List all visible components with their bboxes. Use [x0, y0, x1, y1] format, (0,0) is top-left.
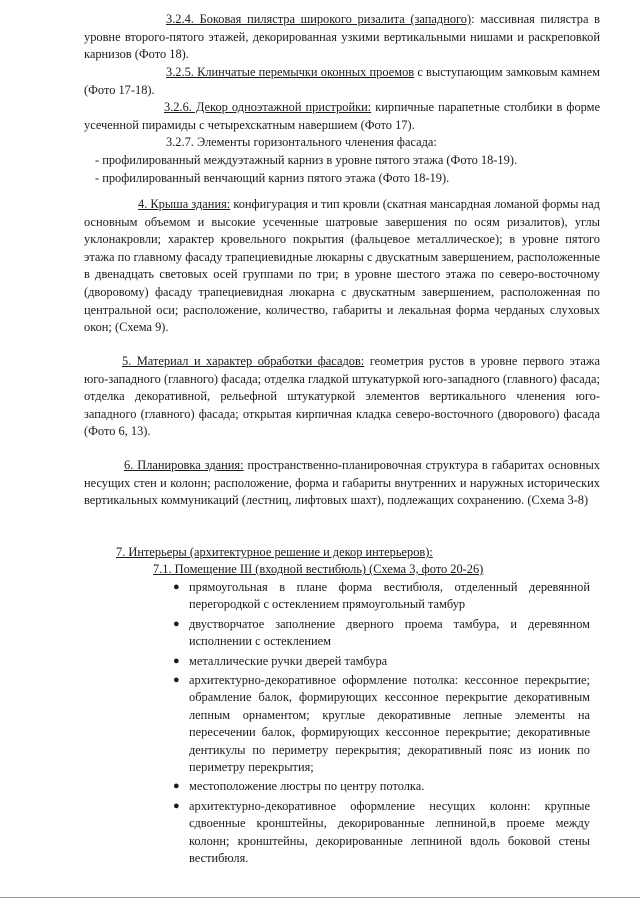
section-3-2-4-title: 3.2.4. Боковая пилястра широкого ризалита (западного): [166, 12, 472, 26]
section-4-title: 4. Крыша здания:: [138, 197, 231, 211]
section-3-2-6: [84, 99, 600, 134]
section-3-2-7-item-2: - профилированный венчающий карниз пятого этажа (Фото 18-19).: [95, 171, 450, 185]
section-6-title: 6. Планировка здания:: [124, 458, 244, 472]
section-7-1-text: 7.1. Помещение III (входной вестибюль) (Схема 3, фото 20-26): [153, 562, 484, 576]
list-item-text: двустворчатое заполнение дверного проема тамбура, и деревянном исполнении с остеклением: [189, 616, 590, 649]
section-3-2-7-title: 3.2.7. Элементы горизонтального членения фасада:: [166, 135, 437, 149]
section-6-layout: [84, 457, 600, 510]
bullet-icon: ●: [173, 780, 180, 793]
page-bottom-edge: [0, 897, 640, 898]
list-item-text: металлические ручки дверей тамбура: [189, 653, 388, 668]
list-item: [170, 653, 590, 670]
vestibule-features-list: [170, 579, 590, 870]
section-5-materials: [84, 353, 600, 441]
list-item: [170, 672, 590, 776]
bullet-icon: ●: [173, 799, 180, 812]
list-item: [170, 778, 590, 795]
list-item-text: местоположение люстры по центру потолка.: [189, 779, 425, 794]
section-6-text: пространственно-планировочная структура в габаритах основных несущих стен и колонн; расположение, форма и габариты внутренних и наружных исторических вертикальных коммуникаций (лестниц, лифтовых шахт), подлежащих сохранению. (Схема 3-8): [84, 458, 600, 508]
section-7-title: 7. Интерьеры (архитектурное решение и декор интерьеров):: [116, 545, 433, 559]
section-3-2-5-text: с выступающим замковым камнем (Фото 17-18).: [84, 65, 600, 97]
section-4-text: конфигурация и тип кровли (скатная мансардная ломаной формы над основным объемом и высокие усеченные шатровые завершения по осям ризалитов), углы уклонакровли; характер кровельного покрытия (фальцевое металлическое); в уровне пятого этажа по главному фасаду трапециевидные люкарны с двускатным завершением, расположенные в двенадцать световых осей группами по три; в уровне шестого этажа по северо-восточному (дворовому) фасаду трапециевидная люкарна с двускатным завершением, расположенная по центральной оси; расположение, количество, габариты и лекальная форма черданых слуховых окон; (Схема 9).: [84, 197, 600, 335]
list-item: [170, 616, 590, 651]
list-item-text: архитектурно-декоративное оформление потолка: кессонное перекрытие; обрамление балок, формирующих кессонное перекрытие декоративным лепным орнаментом; круглые декоративные лепные элементы на пересечении балок, формирующих кессонное перекрытие; декоративные дентикулы по периметру перекрытия; декоративный пояс из ионик по периметру перекрытия;: [189, 673, 590, 775]
bullet-icon: ●: [173, 617, 180, 630]
section-5-title: 5. Материал и характер обработки фасадов:: [122, 354, 365, 368]
section-3-2-4-text: : массивная пилястра в уровне второго-пятого этажей, декорированная узкими вертикальными нишами и раскреповкой карнизов (Фото 18).: [84, 12, 600, 62]
section-5-text: геометрия рустов в уровне первого этажа юго-западного (главного) фасада; отделка гладкой штукатуркой юго-западного (главного) фасада; отделка декоративной, рельефной штукатуркой элементов вертикального членения юго-западного (главного) фасада; открытая кирпичная кладка северо-восточного (дворового) фасада (Фото 6, 13).: [84, 354, 600, 439]
section-3-2-6-title: 3.2.6. Декор одноэтажной пристройки:: [164, 100, 372, 114]
section-3-2-5: [84, 64, 600, 99]
section-3-2-4: [84, 11, 600, 64]
bullet-icon: ●: [173, 654, 180, 667]
section-3-2-7-item-1: - профилированный междуэтажный карниз в уровне пятого этажа (Фото 18-19).: [95, 153, 518, 167]
section-4-roof: [84, 196, 600, 337]
list-item: [170, 798, 590, 868]
section-3-2-5-title: 3.2.5. Клинчатые перемычки оконных проемов: [166, 65, 415, 79]
list-item-text: прямоугольная в плане форма вестибюля, отделенный деревянной перегородкой с остеклением прямоугольный тамбур: [189, 580, 590, 612]
section-3-2-6-text: кирпичные парапетные столбики в форме усеченной пирамиды с четырехскатным навершием (Фото 17).: [84, 100, 601, 132]
section-7-1-title: [153, 561, 483, 579]
list-item: [170, 579, 590, 614]
bullet-icon: ●: [173, 581, 180, 593]
list-item-text: архитектурно-декоративное оформление несущих колонн: крупные сдвоенные кронштейны, декорированные лепниной,в проеме между колонн; кронштейны, декорированные лепниной вдоль боковой стены вестибюля.: [189, 798, 590, 866]
bullet-icon: ●: [173, 674, 180, 687]
